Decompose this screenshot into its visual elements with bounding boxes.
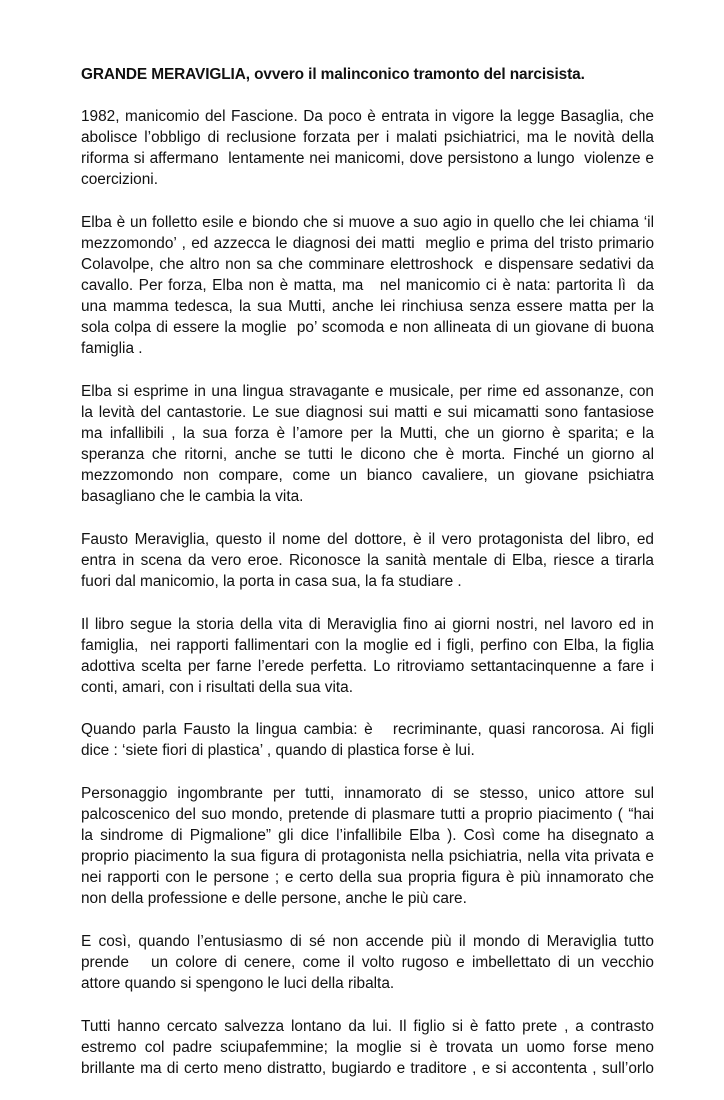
text-line: Elba si esprime in una lingua stravagante e musicale, per rime ed assonanze, con xyxy=(81,382,654,400)
paragraph xyxy=(81,529,654,592)
text-line: ma infallibili , la sua forza è l’amore per la Mutti, che un giorno è sparita; e la xyxy=(81,425,654,443)
text-line: fuori dal manicomio, la porta in casa sua, la fa studiare . xyxy=(81,573,462,591)
text-line: una mamma tedesca, la sua Mutti, anche lei rinchiusa senza essere matta per la xyxy=(81,298,654,316)
document-page xyxy=(81,64,654,1100)
text-line: palcoscenico del suo mondo, pretende di plasmare tutti a proprio piacimento ( “hai xyxy=(81,805,654,823)
paragraph xyxy=(81,106,654,190)
text-line: prende un colore di cenere, come il volto rugoso e imbellettato di un vecchio xyxy=(81,953,654,971)
text-line: Fausto Meraviglia, questo il nome del dottore, è il vero protagonista del libro, ed xyxy=(81,530,654,548)
text-line: dice : ‘siete fiori di plastica’ , quando di plastica forse è lui. xyxy=(81,742,475,760)
text-line: basagliano che le cambia la vita. xyxy=(81,488,304,506)
text-line: la sindrome di Pigmalione” gli dice l’infallibile Elba ). Così come ha disegnato a xyxy=(81,827,654,845)
text-line: entra in scena da vero eroe. Riconosce la sanità mentale di Elba, riesce a tirarla xyxy=(81,551,654,569)
text-line: speranza che ritorni, anche se tutti le dicono che è morta. Finché un giorno al xyxy=(81,446,654,464)
text-line: famiglia . xyxy=(81,340,143,358)
text-line: la levità del cantastorie. Le sue diagnosi sui matti e sui micamatti sono fantasiose xyxy=(81,404,654,421)
text-line: cavallo. Per forza, Elba non è matta, ma nel manicomio ci è nata: partorita lì da xyxy=(81,277,654,295)
text-line: Quando parla Fausto la lingua cambia: è recriminante, quasi rancorosa. Ai figli xyxy=(81,721,654,739)
text-line: proprio piacimento la sua figura di protagonista nella psichiatria, nella vita privata e xyxy=(81,848,654,866)
paragraph xyxy=(81,719,654,761)
text-line: E così, quando l’entusiasmo di sé non accende più il mondo di Meraviglia tutto xyxy=(81,932,654,950)
document-body xyxy=(81,106,654,1079)
text-line: famiglia, nei rapporti fallimentari con la moglie ed i figli, perfino con Elba, la figlia xyxy=(81,636,654,654)
document-title: GRANDE MERAVIGLIA, ovvero il malinconico tramonto del narcisista. xyxy=(81,66,585,83)
text-line: adottiva scelta per farne l’erede perfetta. Lo ritroviamo settantacinquenne a fare i xyxy=(81,657,654,675)
text-line: 1982, manicomio del Fascione. Da poco è entrata in vigore la legge Basaglia, che xyxy=(81,108,654,126)
text-line: coercizioni. xyxy=(81,171,158,189)
text-line: brillante ma di certo meno distratto, bugiardo e traditore , e si accontenta , sull’orlo xyxy=(81,1059,654,1077)
text-line: Elba è un folletto esile e biondo che si muove a suo agio in quello che lei chiama ‘il xyxy=(81,213,654,231)
paragraph xyxy=(81,614,654,698)
paragraph xyxy=(81,381,654,508)
text-line: Il libro segue la storia della vita di Meraviglia fino ai giorni nostri, nel lavoro ed in xyxy=(81,615,654,633)
text-line: mezzomondo’ , ed azzecca le diagnosi dei matti meglio e prima del tristo primario xyxy=(81,234,654,252)
text-line: riforma si affermano lentamente nei manicomi, dove persistono a lungo violenze e xyxy=(81,150,654,168)
text-line: Colavolpe, che altro non sa che comminare elettroshock e dispensare sedativi da xyxy=(81,256,654,274)
paragraph xyxy=(81,212,654,360)
text-line: nei rapporti con le persone ; e certo della sua propria figura è più innamorato che xyxy=(81,869,654,887)
text-line: Tutti hanno cercato salvezza lontano da lui. Il figlio si è fatto prete , a contrasto xyxy=(81,1017,654,1035)
text-line: estremo col padre sciupafemmine; la moglie si è trovata un uomo forse meno xyxy=(81,1038,654,1056)
text-line: non della professione e delle persone, anche le più care. xyxy=(81,890,467,908)
text-line: conti, amari, con i risultati della sua vita. xyxy=(81,678,354,696)
text-line: attore quando si spengono le luci della ribalta. xyxy=(81,975,395,993)
text-line: sola colpa di essere la moglie po’ scomoda e non allineata di un giovane di buona xyxy=(81,319,654,337)
paragraph xyxy=(81,1016,654,1079)
text-line: abolisce l’obbligo di reclusione forzata per i malati psichiatrici, ma le novità della xyxy=(81,129,654,147)
text-line: Personaggio ingombrante per tutti, innamorato di se stesso, unico attore sul xyxy=(81,784,654,802)
paragraph xyxy=(81,783,654,910)
paragraph xyxy=(81,931,654,994)
text-line: mezzomondo non compare, come un bianco cavaliere, un giovane psichiatra xyxy=(81,467,654,485)
